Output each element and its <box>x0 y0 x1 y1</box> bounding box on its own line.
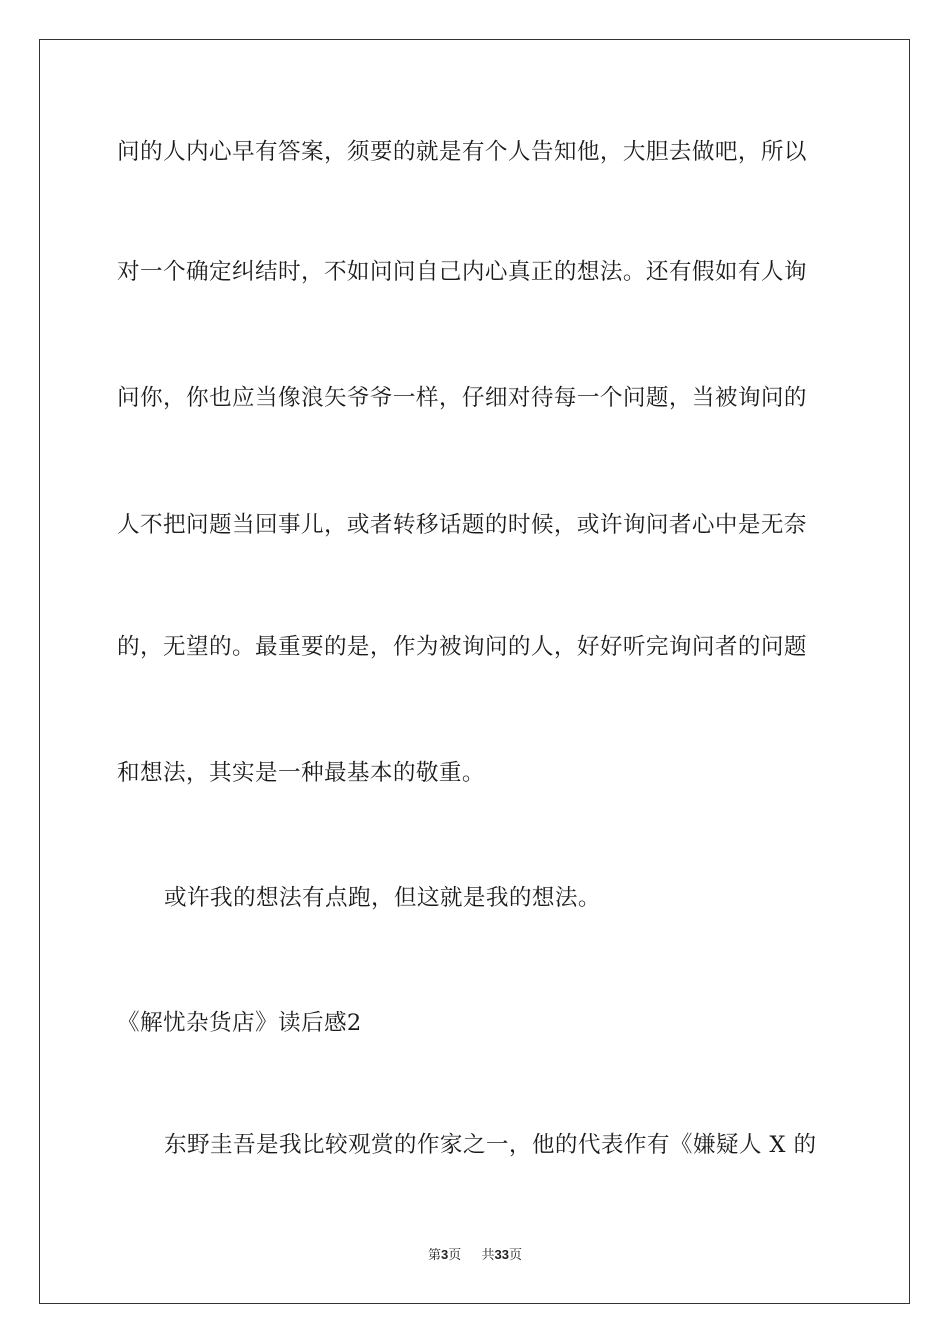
closing-paragraph: 或许我的想法有点跑，但这就是我的想法。 <box>164 885 601 911</box>
footer-total-pages: 33 <box>494 1247 509 1262</box>
body-text-line-2: 对一个确定纠结时，不如问问自己内心真正的想法。还有假如有人询 <box>117 259 807 285</box>
footer-page-number: 3 <box>440 1247 449 1262</box>
footer-total-suffix: 页 <box>509 1248 523 1263</box>
footer-total-prefix: 共 <box>481 1248 495 1263</box>
next-paragraph-start: 东野圭吾是我比较观赏的作家之一，他的代表作有《嫌疑人 X 的 <box>164 1132 817 1158</box>
section-title: 《解忧杂货店》读后感2 <box>117 1010 362 1036</box>
footer-page-suffix: 页 <box>448 1248 462 1263</box>
body-text-line-1: 问的人内心早有答案，须要的就是有个人告知他，大胆去做吧，所以 <box>117 139 807 165</box>
body-text-line-3: 问你，你也应当像浪矢爷爷一样，仔细对待每一个问题，当被询问的 <box>117 385 807 411</box>
body-text-line-4: 人不把问题当回事儿，或者转移话题的时候，或许询问者心中是无奈 <box>117 512 807 538</box>
page-footer <box>0 1247 950 1264</box>
body-text-line-5: 的，无望的。最重要的是，作为被询问的人，好好听完询问者的问题 <box>117 634 807 660</box>
footer-page-prefix: 第 <box>427 1248 441 1263</box>
body-text-line-6: 和想法，其实是一种最基本的敬重。 <box>117 760 485 786</box>
page-border <box>39 39 910 1304</box>
